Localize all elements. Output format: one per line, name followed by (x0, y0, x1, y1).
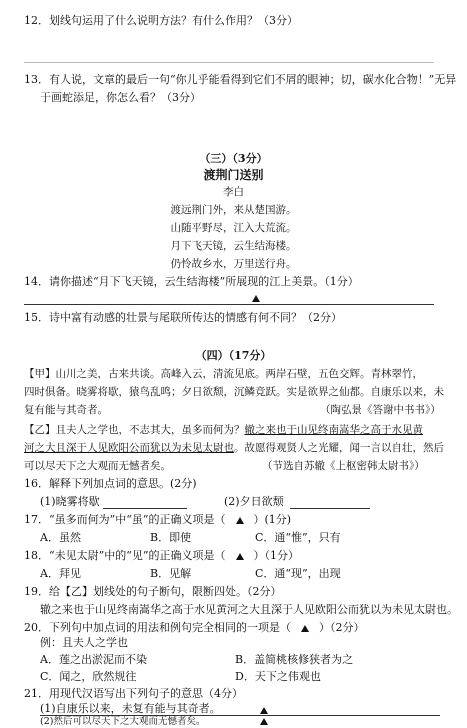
question-18-points: ）（1分） (253, 549, 299, 562)
question-17-text: 17．“虽多而何为”中“虽”的正确义项是（ (24, 513, 226, 526)
passage-yi-source: （节选自苏辙《上枢密韩太尉书》） (262, 460, 425, 472)
answer-marker-icon (301, 625, 309, 632)
option-c: C．通“现”，出现 (255, 567, 341, 580)
option-b: B．盖简桃核修狭者为之 (235, 653, 354, 666)
poem-line-3: 月下飞天镜，云生结海楼。 (170, 240, 297, 252)
passage-jia-line2: 四时俱备。晓雾将歇，猿鸟乱鸣；夕日欲颓，沉鳞竞跃。实是欲界之仙都。自康乐以来，未 (24, 386, 444, 398)
question-17 (24, 514, 291, 527)
poem-author: 李白 (223, 186, 244, 198)
section-3-title: （三）（3分） (199, 152, 268, 165)
option-a: A．莲之出淤泥而不染 (40, 653, 147, 666)
question-13-line2: 于画蛇添足，你怎么看？（3分） (40, 91, 201, 104)
answer-line (24, 62, 434, 63)
answer-blank (103, 508, 187, 509)
option-d: D．天下之伟观也 (235, 670, 321, 683)
passage-yi-line2 (24, 442, 444, 454)
passage-jia-source: （陶弘景《答谢中书书》） (320, 404, 441, 416)
poem-title: 渡荆门送别 (203, 168, 264, 182)
passage-yi-line3: 可以尽天下之大观而无憾者矣。 (24, 460, 171, 472)
answer-line (24, 304, 434, 305)
question-20-points: ）（2分） (319, 621, 365, 634)
question-21-item1: (1)自康乐以来，未复有能与其奇者。 (40, 702, 221, 715)
passage-yi-line1 (24, 424, 423, 436)
option-a: A．虽然 (40, 531, 81, 544)
section-4-title: （四）（17分） (195, 349, 272, 362)
question-20-example: 例：且夫人之学也 (40, 636, 128, 649)
passage-yi-text: 【乙】且夫人之学也，不志其大，虽多而何为？ (24, 424, 245, 436)
question-16-item1: (1)晓雾将歇 (40, 495, 100, 508)
question-17-points: ）(1分) (253, 513, 292, 526)
question-21-item2: (2)然后可以尽天下之大观而无憾者矣。 (40, 716, 206, 727)
poem-line-2: 山随平野尽，江入大荒流。 (170, 222, 297, 234)
answer-marker-icon (260, 707, 268, 714)
question-16: 16．解释下列加点词的意思。(2分) (24, 477, 197, 490)
question-13-line1: 13．有人说，文章的最后一句“你儿乎能看得到它们不屑的眼神；切，碳水化合物！”无异 (24, 73, 457, 86)
passage-yi-underlined: 河之大且深于人见欧阳公而犹以为未见太尉也 (24, 442, 234, 454)
answer-marker-icon (236, 517, 244, 524)
question-20-text: 20．下列句中加点词的用法和例句完全相同的一项是（ (24, 621, 291, 634)
question-16-item2: (2)夕日欲颓 (224, 495, 284, 508)
question-21: 21．用现代汉语写出下列句子的意思（4分） (24, 687, 243, 700)
option-b: B．见解 (150, 567, 192, 580)
passage-jia-line1: 【甲】山川之美，古来共谈。高峰入云，清流见底。两岸石壁，五色交辉。青林翠竹， (24, 368, 423, 380)
question-15: 15．诗中富有动感的壮景与尾联所传达的情感有何不同？（2分） (24, 311, 342, 324)
question-19: 19．给【乙】划线处的句子断句，限断四处。（2分） (24, 585, 282, 598)
option-a: A．拜见 (40, 567, 81, 580)
answer-marker-icon (260, 718, 268, 725)
question-20 (24, 622, 365, 635)
answer-marker-icon (236, 553, 244, 560)
passage-yi-underlined: 辙之来也于山见终南嵩华之高于水见黄 (244, 424, 423, 436)
question-18-text: 18．“未见太尉”中的“见”的正确义项是（ (24, 549, 226, 562)
option-b: B．即使 (150, 531, 192, 544)
question-14: 14．请你描述“月下飞天镜，云生结海楼”所展现的江上美景。（1分） (24, 275, 359, 288)
answer-marker-icon (252, 295, 260, 302)
passage-jia-line3: 复有能与其奇者。 (24, 404, 108, 416)
option-c: C．闻之，欣然规往 (40, 670, 137, 683)
answer-blank (290, 508, 370, 509)
question-18 (24, 550, 299, 563)
poem-line-4: 仍怜故乡水，万里送行舟。 (170, 258, 297, 270)
question-19-text: 辙之来也于山见终南嵩华之高于水见黄河之大且深于人见欧阳公而犹以为未见太尉也。 (40, 603, 458, 616)
passage-yi-text: 。故愿得观贤人之光耀，闻一言以自壮，然后 (234, 442, 444, 454)
poem-line-1: 渡远荆门外，来从楚国游。 (170, 204, 297, 216)
option-c: C．通“惟”，只有 (255, 531, 341, 544)
question-12: 12．划线句运用了什么说明方法？有什么作用？（3分） (24, 14, 298, 27)
